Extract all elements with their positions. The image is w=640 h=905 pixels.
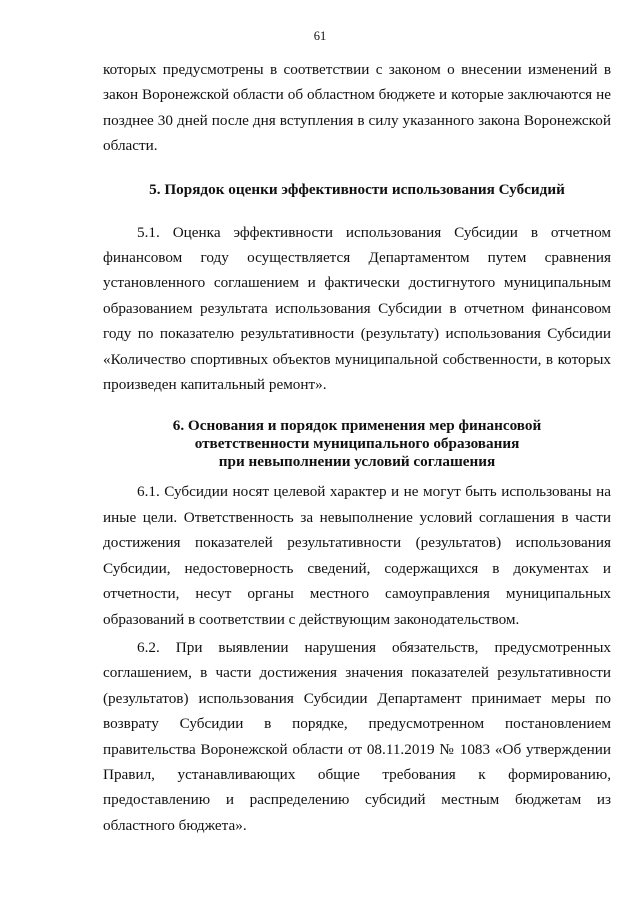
intro-paragraph: которых предусмотрены в соответствии с законом о внесении изменений в закон Воронежской области об областном бюджете и которые заключаются не позднее 30 дней после дня вступления в силу указанного закона Воронежской области. (103, 61, 611, 155)
paragraph-6-1: 6.1. Субсидии носят целевой характер и не могут быть использованы на иные цели. Ответственность за невыполнение условий соглашения в части достижения показателей результативности (результатов) использования Субсидии, недостоверность сведений, содержащихся в документах и отчетности, несут органы местного самоуправления муниципальных образований в соответствии с действующим законодательством. (103, 483, 611, 628)
paragraph-5-1: 5.1. Оценка эффективности использования Субсидии в отчетном финансовом году осуществляется Департаментом путем сравнения установленного соглашением и фактически достигнутого муниципальным образованием результата использования Субсидии в отчетном финансовом году по показателю результативности (результату) использования Субсидии «Количество спортивных объектов муниципальной собственности, в которых произведен капитальный ремонт». (103, 223, 611, 394)
section-5-heading: 5. Порядок оценки эффективности использования Субсидий (149, 180, 565, 198)
page-number: 61 (313, 29, 327, 43)
document-body (103, 57, 611, 838)
section-6-heading-line: при невыполнении условий соглашения (218, 453, 496, 471)
section-6-heading-line: ответственности муниципального образования (194, 435, 520, 453)
section-6-heading-line: 6. Основания и порядок применения мер финансовой (172, 417, 542, 435)
paragraph-6-2: 6.2. При выявлении нарушения обязательств, предусмотренных соглашением, в части достижения значения показателей результативности (результатов) использования Субсидии Департамент принимает меры по возврату Субсидии в порядке, предусмотренном постановлением правительства Воронежской области от 08.11.2019 № 1083 «Об утверждении Правил, устанавливающих общие требования к формированию, предоставлению и распределению субсидий местным бюджетам из областного бюджета». (103, 638, 611, 834)
section-6-heading (103, 417, 611, 471)
